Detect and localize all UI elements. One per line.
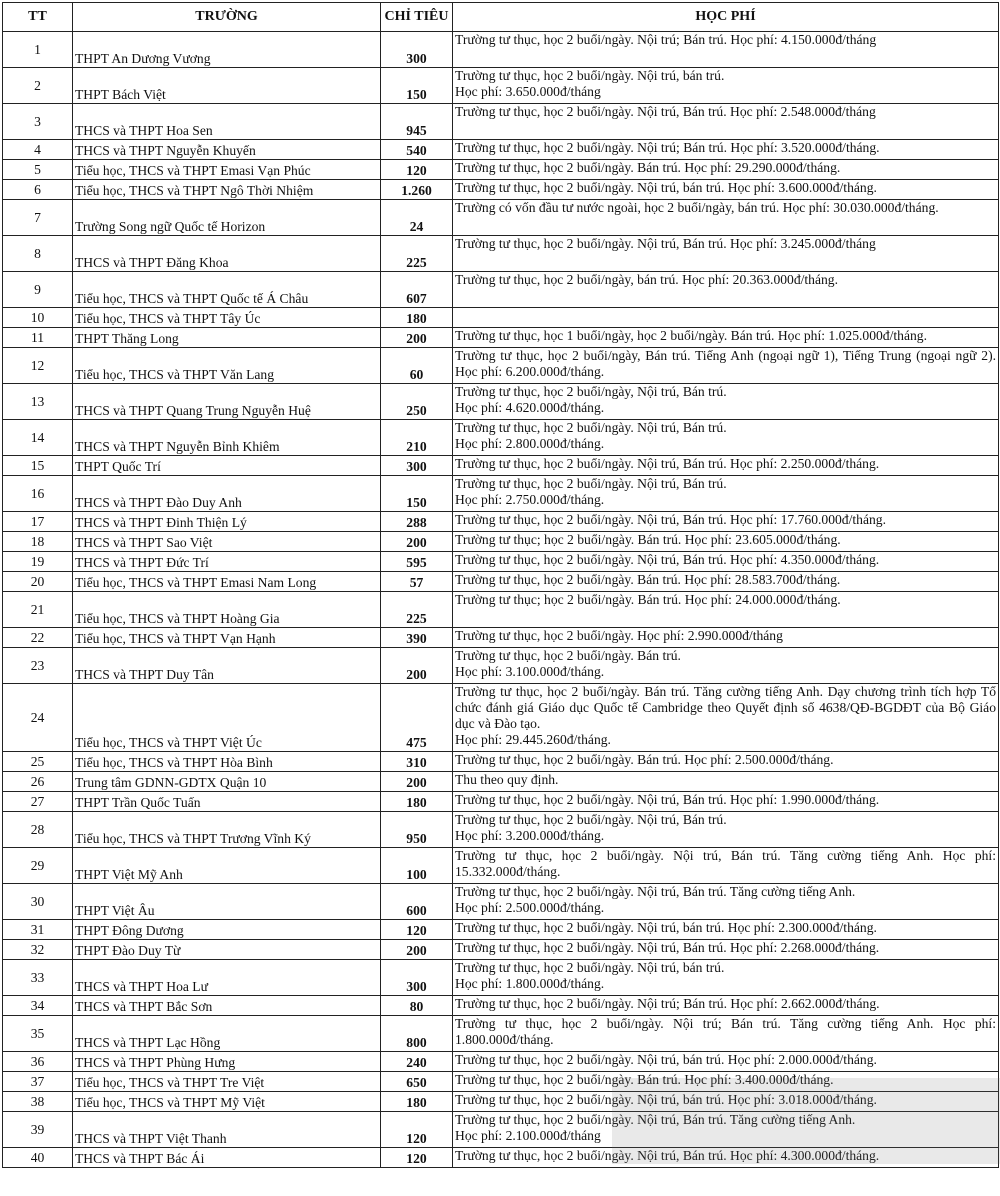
row-number: 12 <box>3 348 73 384</box>
school-name: THCS và THPT Lạc Hồng <box>73 1016 381 1052</box>
table-row <box>3 104 999 140</box>
table-row <box>3 996 999 1016</box>
school-name: Trung tâm GDNN-GDTX Quận 10 <box>73 772 381 792</box>
table-row <box>3 552 999 572</box>
school-name: THCS và THPT Đinh Thiện Lý <box>73 512 381 532</box>
table-row <box>3 940 999 960</box>
enrollment-quota: 24 <box>381 200 453 236</box>
school-name: THCS và THPT Sao Việt <box>73 532 381 552</box>
school-name: Tiểu học, THCS và THPT Mỹ Việt <box>73 1092 381 1112</box>
tuition-info: Trường tư thục; học 2 buổi/ngày. Bán trú. Học phí: 24.000.000đ/tháng. <box>453 592 999 628</box>
enrollment-quota: 180 <box>381 1092 453 1112</box>
enrollment-quota: 300 <box>381 32 453 68</box>
table-row <box>3 200 999 236</box>
table-row <box>3 160 999 180</box>
tuition-info: Trường tư thục, học 2 buổi/ngày. Nội trú; Bán trú. Tăng cường tiếng Anh. Học phí: 1.800.000đ/tháng. <box>453 1016 999 1052</box>
school-name: Tiểu học, THCS và THPT Quốc tế Á Châu <box>73 272 381 308</box>
table-row <box>3 1016 999 1052</box>
row-number: 37 <box>3 1072 73 1092</box>
row-number: 16 <box>3 476 73 512</box>
row-number: 3 <box>3 104 73 140</box>
school-name: Tiểu học, THCS và THPT Việt Úc <box>73 684 381 752</box>
school-name: THCS và THPT Đào Duy Anh <box>73 476 381 512</box>
row-number: 25 <box>3 752 73 772</box>
enrollment-quota: 950 <box>381 812 453 848</box>
row-number: 32 <box>3 940 73 960</box>
school-name: Tiểu học, THCS và THPT Ngô Thời Nhiệm <box>73 180 381 200</box>
table-body <box>3 32 999 1168</box>
tuition-info: Trường tư thục, học 2 buổi/ngày. Nội trú; Bán trú. Học phí: 4.150.000đ/tháng <box>453 32 999 68</box>
row-number: 2 <box>3 68 73 104</box>
row-number: 27 <box>3 792 73 812</box>
enrollment-quota: 150 <box>381 476 453 512</box>
row-number: 22 <box>3 628 73 648</box>
enrollment-quota: 390 <box>381 628 453 648</box>
school-name: THPT Việt Mỹ Anh <box>73 848 381 884</box>
row-number: 9 <box>3 272 73 308</box>
tuition-info: Trường tư thục, học 2 buổi/ngày. Nội trú, bán trú. Học phí: 2.300.000đ/tháng. <box>453 920 999 940</box>
tuition-info: Trường tư thục, học 2 buổi/ngày. Nội trú, Bán trú. Học phí: 3.245.000đ/tháng <box>453 236 999 272</box>
school-name: Tiểu học, THCS và THPT Tre Việt <box>73 1072 381 1092</box>
enrollment-quota: 100 <box>381 848 453 884</box>
table-row <box>3 236 999 272</box>
school-name: THCS và THPT Nguyễn Bỉnh Khiêm <box>73 420 381 456</box>
row-number: 31 <box>3 920 73 940</box>
row-number: 24 <box>3 684 73 752</box>
header-row <box>3 3 999 32</box>
table-row <box>3 920 999 940</box>
school-name: THCS và THPT Quang Trung Nguyễn Huệ <box>73 384 381 420</box>
school-name: THPT Bách Việt <box>73 68 381 104</box>
tuition-info: Trường tư thục, học 2 buổi/ngày. Nội trú, Bán trú. Học phí: 2.750.000đ/tháng. <box>453 476 999 512</box>
tuition-info: Trường tư thục, học 2 buổi/ngày. Nội trú, Bán trú. Học phí: 2.268.000đ/tháng. <box>453 940 999 960</box>
enrollment-quota: 200 <box>381 772 453 792</box>
row-number: 34 <box>3 996 73 1016</box>
enrollment-quota: 60 <box>381 348 453 384</box>
table-row <box>3 180 999 200</box>
enrollment-quota: 180 <box>381 792 453 812</box>
row-number: 20 <box>3 572 73 592</box>
school-name: Tiểu học, THCS và THPT Tây Úc <box>73 308 381 328</box>
enrollment-quota: 800 <box>381 1016 453 1052</box>
school-name: THPT Đông Dương <box>73 920 381 940</box>
tuition-info: Trường tư thục, học 2 buổi/ngày. Học phí: 2.990.000đ/tháng <box>453 628 999 648</box>
enrollment-quota: 120 <box>381 160 453 180</box>
table-row <box>3 1092 999 1112</box>
tuition-info: Trường tư thục, học 2 buổi/ngày. Nội trú, Bán trú. Tăng cường tiếng Anh. Học phí: 2.100.000đ/tháng <box>453 1112 999 1148</box>
tuition-info: Trường tư thục, học 2 buổi/ngày. Nội trú, Bán trú. Tăng cường tiếng Anh. Học phí: 15.332.000đ/tháng. <box>453 848 999 884</box>
table-row <box>3 420 999 456</box>
table-row <box>3 960 999 996</box>
tuition-info: Trường tư thục, học 2 buổi/ngày. Nội trú, Bán trú. Học phí: 4.350.000đ/tháng. <box>453 552 999 572</box>
enrollment-quota: 300 <box>381 960 453 996</box>
tuition-info: Trường tư thục, học 2 buổi/ngày. Bán trú. Học phí: 3.100.000đ/tháng. <box>453 648 999 684</box>
school-name: THCS và THPT Đức Trí <box>73 552 381 572</box>
tuition-info: Thu theo quy định. <box>453 772 999 792</box>
enrollment-quota: 595 <box>381 552 453 572</box>
enrollment-quota: 180 <box>381 308 453 328</box>
row-number: 18 <box>3 532 73 552</box>
enrollment-quota: 200 <box>381 328 453 348</box>
table-row <box>3 848 999 884</box>
tuition-info: Trường tư thục, học 2 buổi/ngày. Nội trú, Bán trú. Học phí: 3.200.000đ/tháng. <box>453 812 999 848</box>
school-name: THPT Đào Duy Từ <box>73 940 381 960</box>
enrollment-quota: 210 <box>381 420 453 456</box>
school-name: THCS và THPT Hoa Sen <box>73 104 381 140</box>
tuition-info: Trường tư thục, học 2 buổi/ngày, Bán trú. Tiếng Anh (ngoại ngữ 1), Tiếng Trung (ngoại ngữ 2). Học phí: 6.200.000đ/tháng. <box>453 348 999 384</box>
enrollment-quota: 288 <box>381 512 453 532</box>
enrollment-quota: 120 <box>381 1112 453 1148</box>
school-name: THCS và THPT Bắc Sơn <box>73 996 381 1016</box>
tuition-info: Trường có vốn đầu tư nước ngoài, học 2 buổi/ngày, bán trú. Học phí: 30.030.000đ/tháng. <box>453 200 999 236</box>
tuition-info: Trường tư thục, học 2 buổi/ngày, bán trú. Học phí: 20.363.000đ/tháng. <box>453 272 999 308</box>
row-number: 7 <box>3 200 73 236</box>
row-number: 38 <box>3 1092 73 1112</box>
enrollment-quota: 600 <box>381 884 453 920</box>
enrollment-quota: 225 <box>381 236 453 272</box>
table-row <box>3 572 999 592</box>
enrollment-quota: 200 <box>381 940 453 960</box>
row-number: 21 <box>3 592 73 628</box>
enrollment-quota: 200 <box>381 532 453 552</box>
tuition-info: Trường tư thục, học 2 buổi/ngày. Bán trú. Học phí: 29.290.000đ/tháng. <box>453 160 999 180</box>
tuition-info: Trường tư thục, học 2 buổi/ngày, Nội trú, Bán trú. Học phí: 4.620.000đ/tháng. <box>453 384 999 420</box>
school-name: Tiểu học, THCS và THPT Hoàng Gia <box>73 592 381 628</box>
table-row <box>3 456 999 476</box>
table-row <box>3 32 999 68</box>
tuition-info: Trường tư thục, học 2 buổi/ngày. Nội trú, Bán trú. Học phí: 2.250.000đ/tháng. <box>453 456 999 476</box>
header-tt: TT <box>3 3 73 32</box>
table-row <box>3 592 999 628</box>
school-name: Tiểu học, THCS và THPT Văn Lang <box>73 348 381 384</box>
row-number: 35 <box>3 1016 73 1052</box>
row-number: 10 <box>3 308 73 328</box>
enrollment-quota: 310 <box>381 752 453 772</box>
tuition-info: Trường tư thục, học 2 buổi/ngày. Nội trú, bán trú. Học phí: 2.000.000đ/tháng. <box>453 1052 999 1072</box>
school-name: THCS và THPT Việt Thanh <box>73 1112 381 1148</box>
tuition-info <box>453 308 999 328</box>
table-row <box>3 512 999 532</box>
row-number: 15 <box>3 456 73 476</box>
school-name: THCS và THPT Đăng Khoa <box>73 236 381 272</box>
row-number: 40 <box>3 1148 73 1168</box>
tuition-info: Trường tư thục, học 2 buổi/ngày. Nội trú, Bán trú. Học phí: 1.990.000đ/tháng. <box>453 792 999 812</box>
row-number: 30 <box>3 884 73 920</box>
header-fee: HỌC PHÍ <box>453 3 999 32</box>
table-row <box>3 384 999 420</box>
tuition-info: Trường tư thục; học 2 buổi/ngày. Bán trú. Học phí: 23.605.000đ/tháng. <box>453 532 999 552</box>
table-row <box>3 348 999 384</box>
school-name: THPT Quốc Trí <box>73 456 381 476</box>
table-row <box>3 532 999 552</box>
row-number: 4 <box>3 140 73 160</box>
table-row <box>3 792 999 812</box>
tuition-info: Trường tư thục, học 2 buổi/ngày. Nội trú; Bán trú. Học phí: 2.662.000đ/tháng. <box>453 996 999 1016</box>
enrollment-quota: 650 <box>381 1072 453 1092</box>
row-number: 11 <box>3 328 73 348</box>
school-name: Tiểu học, THCS và THPT Emasi Nam Long <box>73 572 381 592</box>
table-row <box>3 1072 999 1092</box>
school-name: THPT Việt Âu <box>73 884 381 920</box>
table-row <box>3 1052 999 1072</box>
school-name: Tiểu học, THCS và THPT Hòa Bình <box>73 752 381 772</box>
row-number: 13 <box>3 384 73 420</box>
table-header <box>3 3 999 32</box>
row-number: 1 <box>3 32 73 68</box>
school-name: Tiểu học, THCS và THPT Trương Vĩnh Ký <box>73 812 381 848</box>
tuition-info: Trường tư thục, học 2 buổi/ngày. Nội trú, Bán trú. Học phí: 17.760.000đ/tháng. <box>453 512 999 532</box>
enrollment-quota: 475 <box>381 684 453 752</box>
table-row <box>3 308 999 328</box>
row-number: 29 <box>3 848 73 884</box>
tuition-info: Trường tư thục, học 2 buổi/ngày. Bán trú. Học phí: 3.400.000đ/tháng. <box>453 1072 999 1092</box>
row-number: 5 <box>3 160 73 180</box>
row-number: 14 <box>3 420 73 456</box>
tuition-info: Trường tư thục, học 1 buổi/ngày, học 2 buổi/ngày. Bán trú. Học phí: 1.025.000đ/tháng. <box>453 328 999 348</box>
tuition-info: Trường tư thục, học 2 buổi/ngày. Nội trú, bán trú. Học phí: 1.800.000đ/tháng. <box>453 960 999 996</box>
tuition-info: Trường tư thục, học 2 buổi/ngày. Nội trú, bán trú. Học phí: 3.600.000đ/tháng. <box>453 180 999 200</box>
header-school: TRƯỜNG <box>73 3 381 32</box>
table-row <box>3 140 999 160</box>
enrollment-quota: 250 <box>381 384 453 420</box>
tuition-info: Trường tư thục, học 2 buổi/ngày. Bán trú. Học phí: 28.583.700đ/tháng. <box>453 572 999 592</box>
enrollment-quota: 57 <box>381 572 453 592</box>
table-row <box>3 1112 999 1148</box>
school-name: Trường Song ngữ Quốc tế Horizon <box>73 200 381 236</box>
tuition-info: Trường tư thục, học 2 buổi/ngày. Nội trú, bán trú. Học phí: 3.018.000đ/tháng. <box>453 1092 999 1112</box>
enrollment-quota: 225 <box>381 592 453 628</box>
tuition-info: Trường tư thục, học 2 buổi/ngày. Nội trú, Bán trú. Học phí: 2.800.000đ/tháng. <box>453 420 999 456</box>
tuition-info: Trường tư thục, học 2 buổi/ngày. Nội trú, Bán trú. Tăng cường tiếng Anh. Học phí: 2.500.000đ/tháng. <box>453 884 999 920</box>
table-row <box>3 648 999 684</box>
enrollment-quota: 200 <box>381 648 453 684</box>
school-name: THCS và THPT Hoa Lư <box>73 960 381 996</box>
enrollment-quota: 120 <box>381 1148 453 1168</box>
school-name: THPT Thăng Long <box>73 328 381 348</box>
school-name: Tiểu học, THCS và THPT Emasi Vạn Phúc <box>73 160 381 180</box>
table-row <box>3 684 999 752</box>
school-name: THPT An Dương Vương <box>73 32 381 68</box>
table-row <box>3 272 999 308</box>
tuition-info: Trường tư thục, học 2 buổi/ngày. Bán trú. Học phí: 2.500.000đ/tháng. <box>453 752 999 772</box>
enrollment-quota: 120 <box>381 920 453 940</box>
school-name: Tiểu học, THCS và THPT Vạn Hạnh <box>73 628 381 648</box>
enrollment-quota: 300 <box>381 456 453 476</box>
tuition-info: Trường tư thục, học 2 buổi/ngày. Nội trú, Bán trú. Học phí: 4.300.000đ/tháng. <box>453 1148 999 1168</box>
table-row <box>3 884 999 920</box>
enrollment-quota: 240 <box>381 1052 453 1072</box>
school-name: THCS và THPT Phùng Hưng <box>73 1052 381 1072</box>
table-row <box>3 628 999 648</box>
table-row <box>3 1148 999 1168</box>
enrollment-quota: 540 <box>381 140 453 160</box>
school-name: THCS và THPT Bác Ái <box>73 1148 381 1168</box>
enrollment-quota: 607 <box>381 272 453 308</box>
row-number: 6 <box>3 180 73 200</box>
row-number: 17 <box>3 512 73 532</box>
school-name: THCS và THPT Duy Tân <box>73 648 381 684</box>
enrollment-quota: 1.260 <box>381 180 453 200</box>
enrollment-quota: 80 <box>381 996 453 1016</box>
tuition-info: Trường tư thục, học 2 buổi/ngày. Bán trú. Tăng cường tiếng Anh. Dạy chương trình tích hợp Tổ chức đánh giá Giáo dục Quốc tế Cambridge theo Quyết định số 4638/QĐ-BGDĐT của Bộ Giáo dục và Đào tạo. Học phí: 29.445.260đ/tháng. <box>453 684 999 752</box>
table-row <box>3 68 999 104</box>
table-row <box>3 476 999 512</box>
row-number: 28 <box>3 812 73 848</box>
school-name: THCS và THPT Nguyễn Khuyến <box>73 140 381 160</box>
row-number: 8 <box>3 236 73 272</box>
table-row <box>3 772 999 792</box>
enrollment-quota: 150 <box>381 68 453 104</box>
row-number: 33 <box>3 960 73 996</box>
row-number: 19 <box>3 552 73 572</box>
row-number: 23 <box>3 648 73 684</box>
table-row <box>3 328 999 348</box>
row-number: 36 <box>3 1052 73 1072</box>
table-row <box>3 752 999 772</box>
tuition-table <box>2 2 999 1168</box>
table-row <box>3 812 999 848</box>
row-number: 26 <box>3 772 73 792</box>
row-number: 39 <box>3 1112 73 1148</box>
tuition-info: Trường tư thục, học 2 buổi/ngày. Nội trú, Bán trú. Học phí: 2.548.000đ/tháng <box>453 104 999 140</box>
tuition-info: Trường tư thục, học 2 buổi/ngày. Nội trú; Bán trú. Học phí: 3.520.000đ/tháng. <box>453 140 999 160</box>
tuition-info: Trường tư thục, học 2 buổi/ngày. Nội trú, bán trú. Học phí: 3.650.000đ/tháng <box>453 68 999 104</box>
header-quota: CHỈ TIÊU <box>381 3 453 32</box>
enrollment-quota: 945 <box>381 104 453 140</box>
school-name: THPT Trần Quốc Tuấn <box>73 792 381 812</box>
